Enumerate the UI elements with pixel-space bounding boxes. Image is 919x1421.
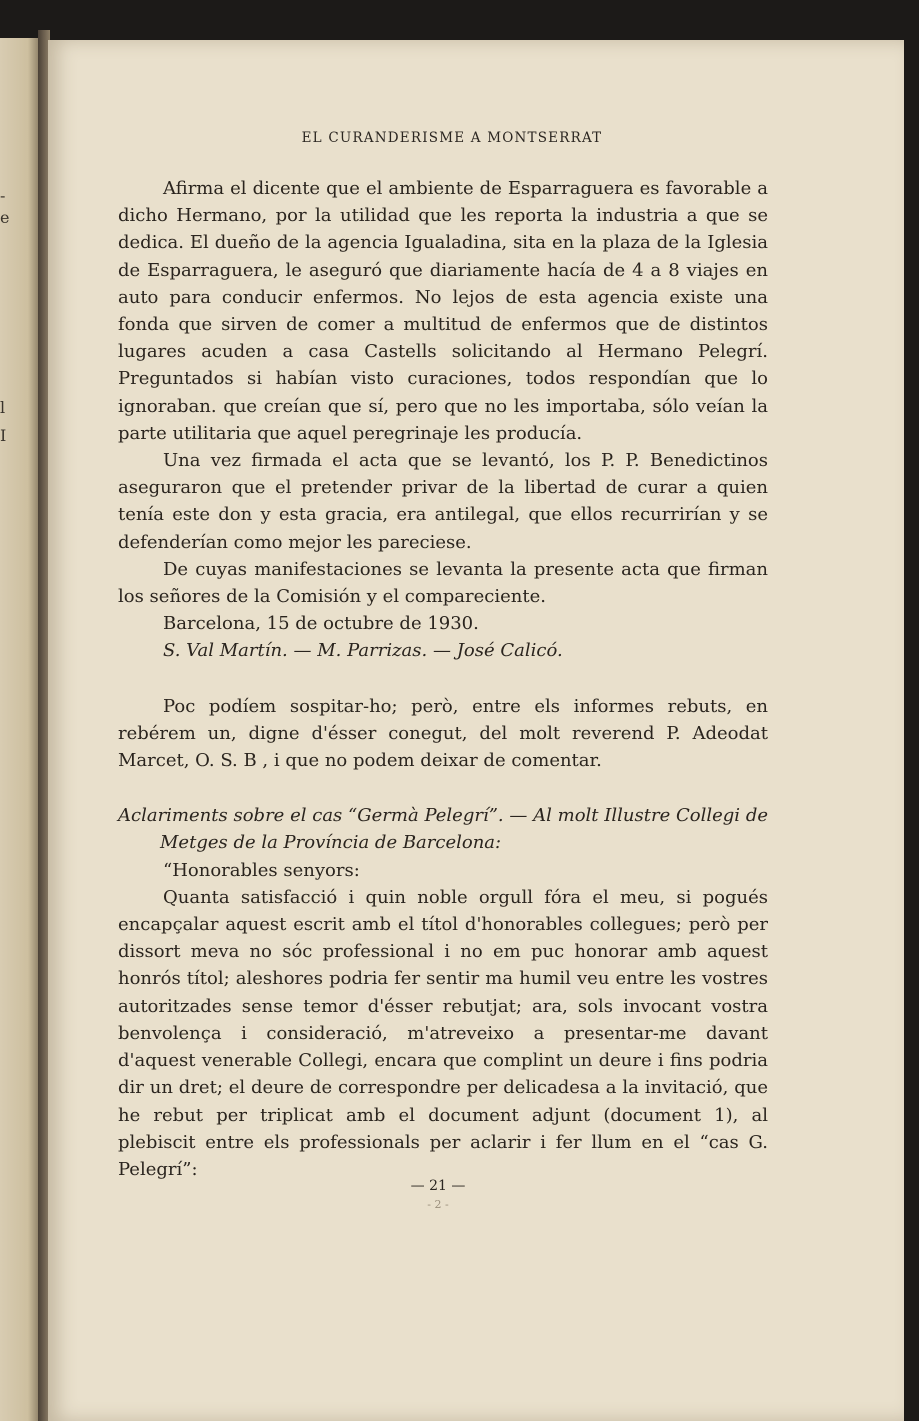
left-page-fragment: I [0,426,7,445]
paragraph: Afirma el dicente que el ambiente de Esparraguera es favorable a dicho Hermano, por la utilidad que les reporta la industria a que se dedica. El dueño de la agencia Igualadina, sita en la plaza de la Iglesia de Esparraguera, le aseguró que diariamente hacía de 4 a 8 viajes en auto para conducir enfermos. No lejos de esta agencia existe una fonda que sirven de comer a multitud de enfermos que de distintos lugares acuden a casa Castells solicitando al Hermano Pelegrí. Preguntados si habían visto curaciones, todos respondían que lo ignoraban. que creían que sí, pero que no les importaba, sólo veían la parte utilitaria que aquel peregrinaje les producía. [118,178,768,444]
letter-paragraph: Quanta satisfacció i quin noble orgull fóra el meu, si pogués encapçalar aquest escrit amb el títol d'honorables collegues; però per dissort meva no sóc professional i no em puc honorar amb aquest honrós títol; aleshores podria fer sentir ma humil veu entre les vostres autoritzades sense temor d'ésser rebutjat; ara, sols invocant vostra benvolença i consideració, m'atreveixo a presentar-me davant d'aquest venerable Collegi, encara que complint un deure i fins podria dir un dret; el deure de correspondre per delicadesa a la invitació, que he rebut per triplicat amb el document adjunt (document 1), al plebiscit entre els professionals per aclarir i fer llum en el “cas G. Pelegrí”: [118,886,768,1180]
salutation: “Honorables senyors: [163,859,360,881]
section-title: Aclariments sobre el cas “Germà Pelegrí”. — Al molt Illustre Collegi de Metges de la Província de Barcelona: [118,805,768,854]
signature-line: S. Val Martín. — M. Parrizas. — José Calicó. [163,640,563,662]
previous-page-edge [0,38,40,1421]
pencil-annotation: - 2 - [427,1198,449,1211]
date-line: Barcelona, 15 de octubre de 1930. [163,613,479,635]
paragraph: De cuyas manifestaciones se levanta la presente acta que firman los señores de la Comisión y el compareciente. [118,558,768,608]
section-gap [118,665,768,693]
body-text [118,175,768,1183]
left-page-fragment: - [0,186,6,205]
paragraph: Una vez firmada el acta que se levantó, los P. P. Benedictinos aseguraron que el pretender privar de la libertad de curar a quien tenía este don y esta gracia, era antilegal, que ellos recurrirían y se defenderían como mejor les pareciese. [118,450,768,553]
left-page-fragment: l [0,398,6,417]
page-number: — 21 — [410,1178,466,1194]
left-page-fragment: e [0,208,10,227]
book-page [48,40,904,1421]
section-gap [118,774,768,802]
running-header: EL CURANDERISME A MONTSERRAT [301,130,603,146]
paragraph: Poc podíem sospitar-ho; però, entre els informes rebuts, en rebérem un, digne d'ésser conegut, del molt reverend P. Adeodat Marcet, O. S. B , i que no podem deixar de comentar. [118,695,768,772]
